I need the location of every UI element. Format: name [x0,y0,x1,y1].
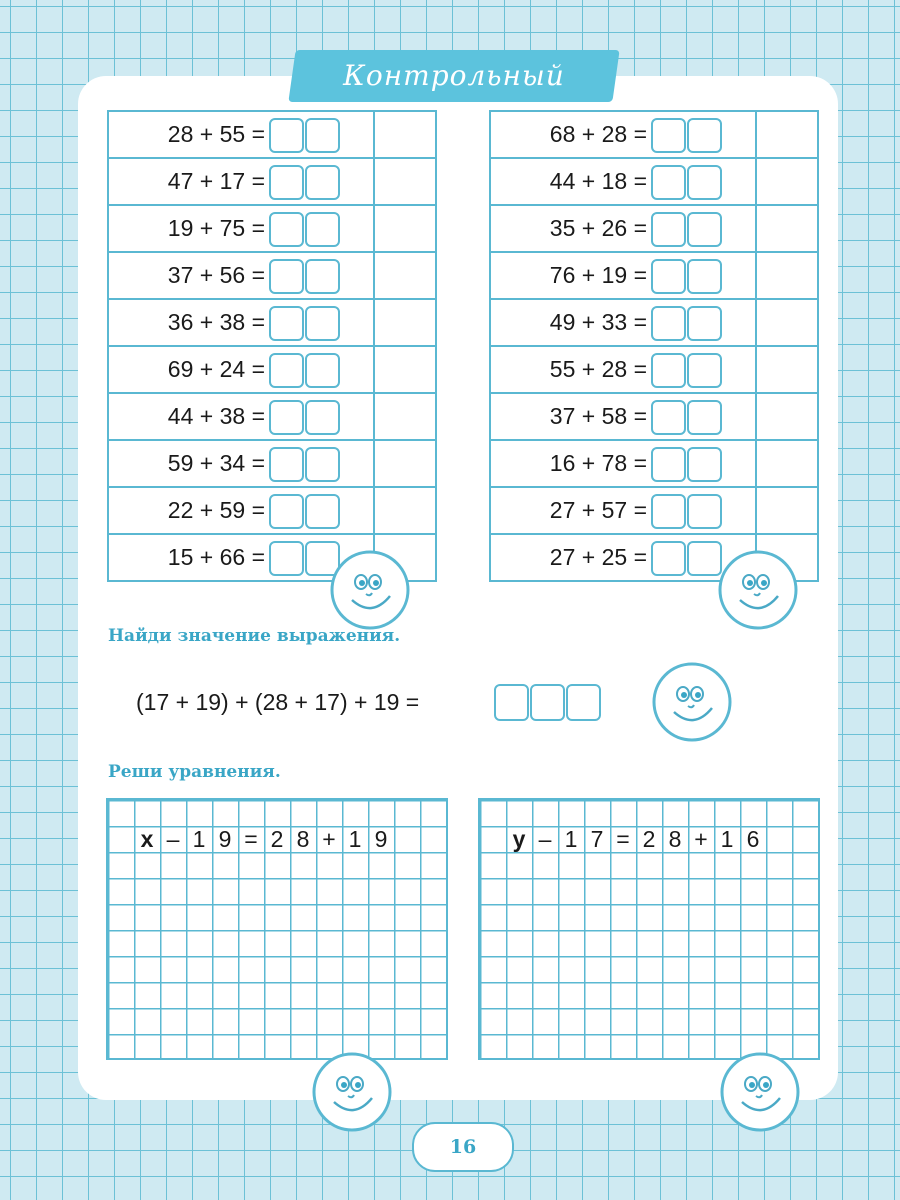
expression-text: 37 + 58 = [549,403,647,429]
answer-box[interactable] [651,306,686,341]
answer-boxes [269,165,341,200]
equation-symbol: 9 [218,826,232,852]
equation-left [134,826,394,852]
table-row [491,347,817,394]
table-row [109,253,435,300]
answer-boxes [651,447,723,482]
expression-text: 27 + 25 = [549,544,647,570]
equation-symbol: 1 [192,826,206,852]
table-row [109,112,435,159]
answer-box[interactable] [651,400,686,435]
answer-boxes [269,447,341,482]
answer-boxes [651,118,723,153]
answer-box[interactable] [687,259,722,294]
smiley-icon [650,660,734,744]
table-row [491,206,817,253]
expression-text: 68 + 28 = [549,121,647,147]
answer-box[interactable] [651,212,686,247]
equation-symbol: 6 [746,826,760,852]
answer-box[interactable] [305,306,340,341]
table-row [109,206,435,253]
section-heading-equations: Реши уравнения. [108,762,281,782]
addition-table-left [107,110,437,582]
expression-text: 49 + 33 = [549,309,647,335]
answer-boxes [651,212,723,247]
answer-boxes [651,541,723,576]
equation-symbol: 7 [590,826,604,852]
equation-symbol: + [694,826,708,852]
answer-box[interactable] [651,353,686,388]
table-row [109,394,435,441]
addition-table-right [489,110,819,582]
table-row [109,159,435,206]
smiley-icon [718,1050,802,1134]
answer-box[interactable] [305,400,340,435]
answer-box[interactable] [494,684,529,721]
table-row [491,300,817,347]
answer-box[interactable] [305,447,340,482]
expression-text: 16 + 78 = [549,450,647,476]
equation-variable: x [140,826,154,852]
expression-text: 27 + 57 = [549,497,647,523]
table-row [109,300,435,347]
answer-box[interactable] [566,684,601,721]
page-title: Контрольный листок [343,59,565,140]
answer-boxes [651,353,723,388]
equation-symbol: – [538,826,552,852]
answer-box[interactable] [269,541,304,576]
expression-text: 37 + 56 = [167,262,265,288]
equation-variable: y [512,826,526,852]
section-heading-expression: Найди значение выражения. [108,626,401,646]
expression-text: 15 + 66 = [167,544,265,570]
answer-box[interactable] [687,400,722,435]
answer-boxes [269,212,341,247]
answer-box[interactable] [305,494,340,529]
smiley-icon [716,548,800,632]
expression-text: 47 + 17 = [167,168,265,194]
table-row [491,159,817,206]
equation-symbol: = [244,826,258,852]
equation-symbol: 9 [374,826,388,852]
answer-box[interactable] [651,541,686,576]
answer-box[interactable] [687,118,722,153]
expression-text: 28 + 55 = [167,121,265,147]
expression-text: 22 + 59 = [167,497,265,523]
expression-text: 55 + 28 = [549,356,647,382]
answer-box[interactable] [269,353,304,388]
answer-box[interactable] [651,447,686,482]
answer-box[interactable] [687,494,722,529]
answer-boxes [269,400,341,435]
table-row [491,112,817,159]
expression-text: 44 + 18 = [549,168,647,194]
equation-symbol: 2 [642,826,656,852]
answer-box[interactable] [651,494,686,529]
answer-boxes [651,165,723,200]
answer-box[interactable] [305,259,340,294]
expression-text: 36 + 38 = [167,309,265,335]
answer-box[interactable] [651,165,686,200]
table-row [109,347,435,394]
answer-boxes [651,259,723,294]
table-row [491,441,817,488]
answer-box[interactable] [269,118,304,153]
table-row [491,488,817,535]
answer-box[interactable] [305,353,340,388]
answer-box[interactable] [269,306,304,341]
table-row [109,441,435,488]
expression-text: 19 + 75 = [167,215,265,241]
answer-box[interactable] [305,212,340,247]
equation-symbol: – [166,826,180,852]
expression-text: 69 + 24 = [167,356,265,382]
equation-symbol: 1 [564,826,578,852]
equation-symbol: 1 [348,826,362,852]
answer-boxes [269,494,341,529]
page-number: 16 [412,1122,514,1172]
answer-box[interactable] [687,353,722,388]
answer-box[interactable] [269,259,304,294]
answer-boxes [494,684,602,721]
answer-box[interactable] [530,684,565,721]
table-row [491,394,817,441]
equation-right [506,826,766,852]
smiley-icon [328,548,412,632]
expression-text: 35 + 26 = [549,215,647,241]
table-row [491,253,817,300]
answer-box[interactable] [651,118,686,153]
expression-text: 44 + 38 = [167,403,265,429]
answer-box[interactable] [269,165,304,200]
expression-text: (17 + 19) + (28 + 17) + 19 = [136,689,420,715]
smiley-icon [310,1050,394,1134]
equation-symbol: 8 [668,826,682,852]
equation-symbol: = [616,826,630,852]
answer-box[interactable] [687,165,722,200]
answer-boxes [269,306,341,341]
answer-box[interactable] [305,118,340,153]
answer-box[interactable] [687,212,722,247]
answer-box[interactable] [305,165,340,200]
expression-text: 76 + 19 = [549,262,647,288]
answer-boxes [651,400,723,435]
answer-box[interactable] [687,447,722,482]
answer-box[interactable] [651,259,686,294]
answer-box[interactable] [269,447,304,482]
answer-box[interactable] [269,494,304,529]
answer-boxes [269,353,341,388]
equation-symbol: + [322,826,336,852]
table-row [109,488,435,535]
answer-box[interactable] [269,400,304,435]
equation-symbol: 1 [720,826,734,852]
equation-symbol: 2 [270,826,284,852]
answer-boxes [269,259,341,294]
answer-box[interactable] [687,306,722,341]
answer-boxes [651,306,723,341]
equation-symbol: 8 [296,826,310,852]
answer-boxes [269,118,341,153]
expression-text: 59 + 34 = [167,450,265,476]
answer-box[interactable] [269,212,304,247]
answer-boxes [651,494,723,529]
